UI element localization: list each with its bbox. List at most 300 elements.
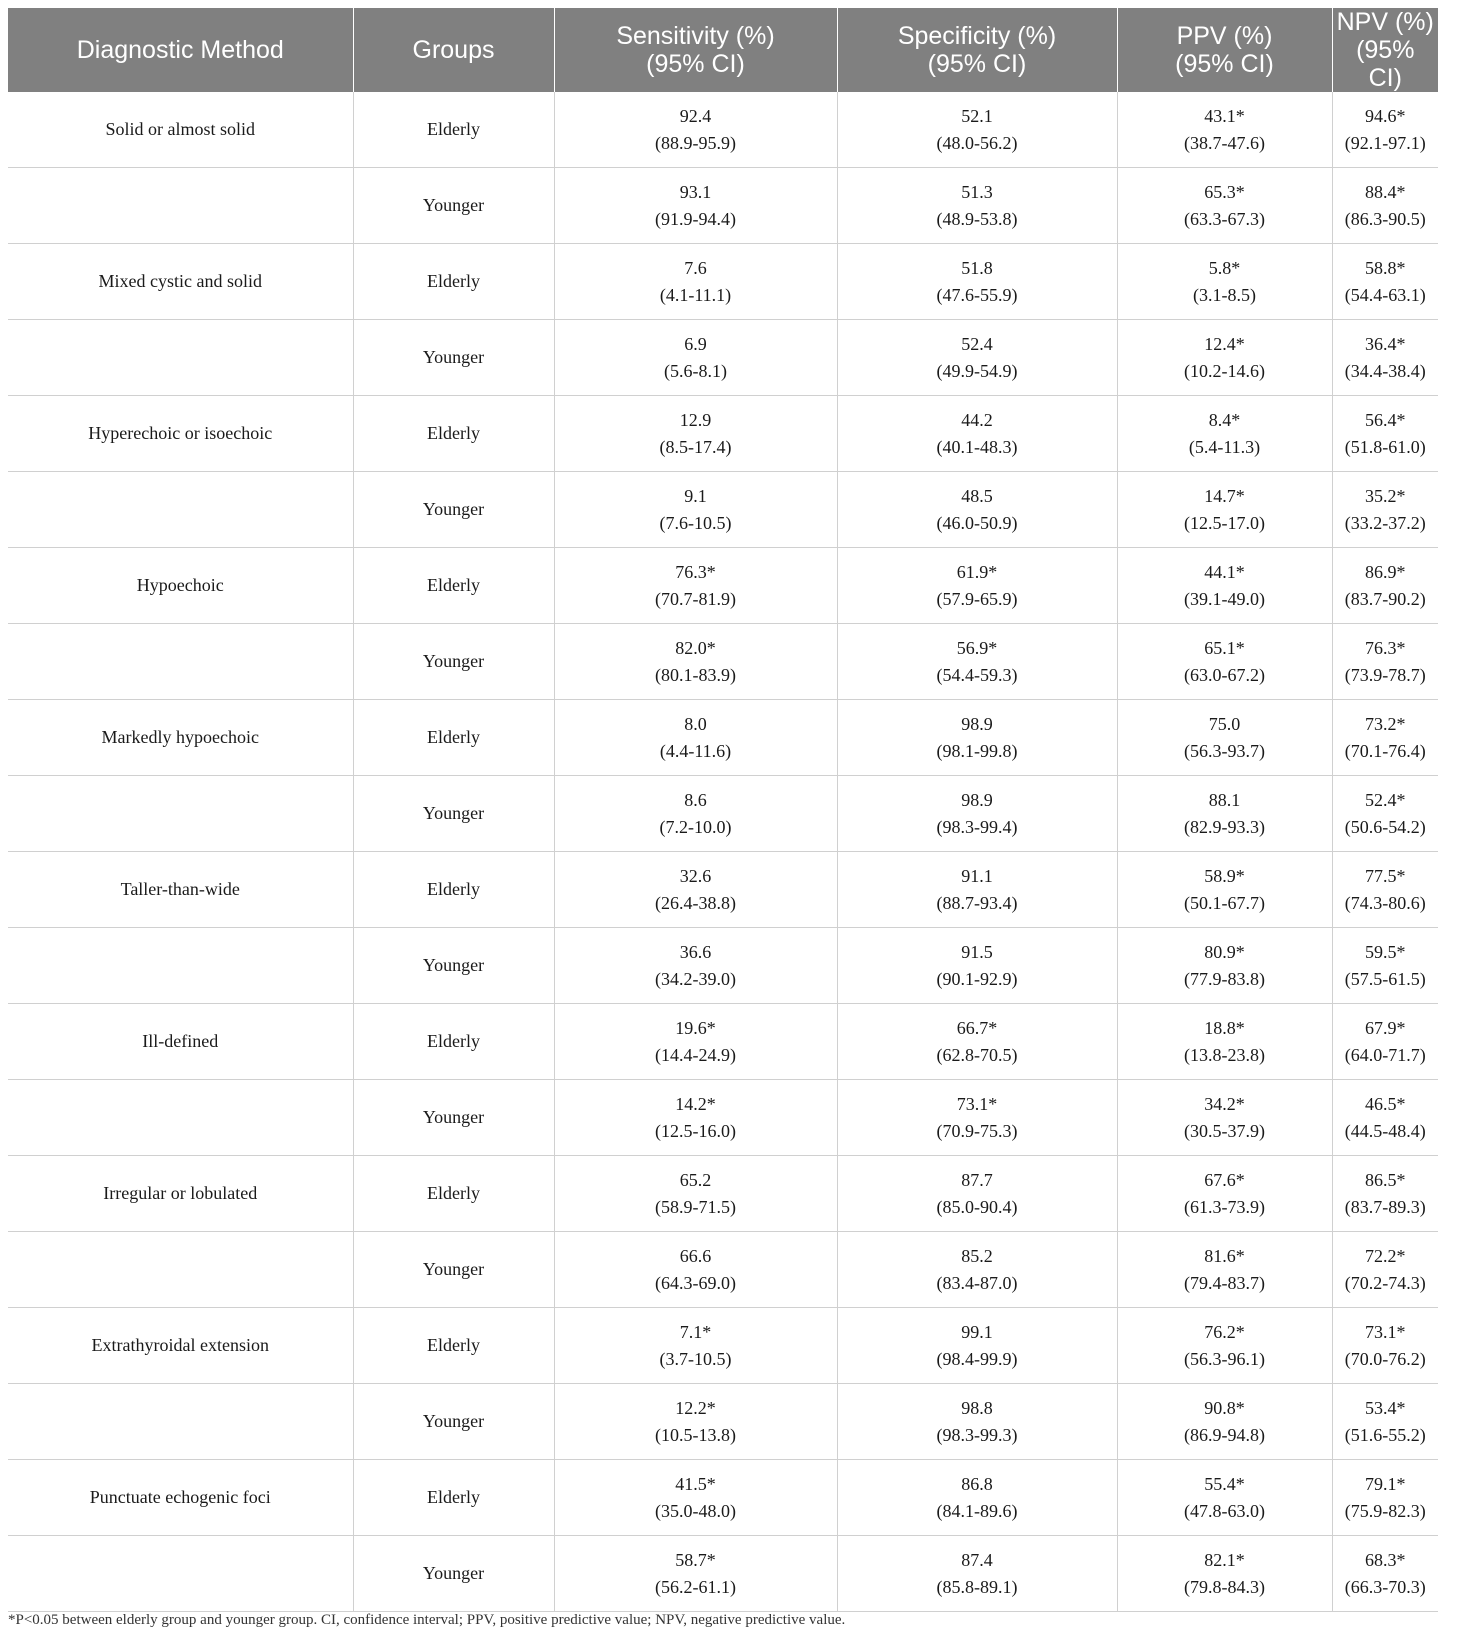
cell-confidence-interval: (84.1-89.6) (936, 1500, 1018, 1521)
cell-value: 52.1 (961, 105, 993, 126)
npv-cell (1332, 1232, 1438, 1308)
cell-value: 73.1* (1365, 1321, 1406, 1342)
cell-value: 48.5 (961, 485, 993, 506)
sensitivity-cell (554, 776, 837, 852)
group-cell: Younger (353, 776, 554, 852)
cell-value: 46.5* (1365, 1093, 1406, 1114)
cell-confidence-interval: (64.3-69.0) (655, 1272, 736, 1293)
specificity-cell (837, 1536, 1117, 1612)
cell-value: 32.6 (679, 865, 712, 886)
diagnostic-method-cell (8, 168, 353, 244)
cell-value: 99.1 (961, 1321, 993, 1342)
diagnostic-method-cell (8, 320, 353, 396)
cell-value: 67.9* (1365, 1017, 1406, 1038)
table-footnote: *P<0.05 between elderly group and younger group. CI, confidence interval; PPV, positive predictive value; NPV, negative predictive value. (8, 1612, 846, 1628)
cell-value: 58.9* (1204, 865, 1245, 886)
ppv-cell (1117, 1156, 1332, 1232)
column-header (1332, 8, 1438, 92)
sensitivity-cell (554, 548, 837, 624)
cell-value: 98.9 (961, 789, 993, 810)
npv-cell (1332, 1156, 1438, 1232)
table-row (8, 624, 1438, 700)
diagnostic-method-cell (8, 1232, 353, 1308)
cell-confidence-interval: (12.5-16.0) (655, 1120, 736, 1141)
cell-value: 75.0 (1208, 713, 1241, 734)
specificity-cell (837, 1232, 1117, 1308)
table-row (8, 776, 1438, 852)
specificity-cell (837, 852, 1117, 928)
cell-value: 41.5* (675, 1473, 716, 1494)
specificity-cell (837, 700, 1117, 776)
cell-confidence-interval: (62.8-70.5) (936, 1044, 1018, 1065)
cell-confidence-interval: (7.6-10.5) (659, 512, 732, 533)
cell-value: 34.2* (1204, 1093, 1245, 1114)
group-cell: Elderly (353, 700, 554, 776)
cell-value: 82.0* (675, 637, 716, 658)
cell-value: 86.5* (1365, 1169, 1406, 1190)
cell-confidence-interval: (86.9-94.8) (1184, 1424, 1265, 1445)
sensitivity-cell (554, 700, 837, 776)
cell-value: 55.4* (1204, 1473, 1245, 1494)
cell-value: 56.9* (956, 637, 998, 658)
cell-value: 82.1* (1204, 1549, 1245, 1570)
cell-value: 86.9* (1365, 561, 1406, 582)
cell-confidence-interval: (63.0-67.2) (1184, 664, 1265, 685)
sensitivity-cell (554, 168, 837, 244)
diagnostic-method-cell: Solid or almost solid (8, 92, 353, 168)
diagnostic-method-cell: Irregular or lobulated (8, 1156, 353, 1232)
table-row (8, 700, 1438, 776)
cell-value: 6.9 (684, 333, 707, 354)
column-header (8, 8, 353, 92)
group-cell: Younger (353, 168, 554, 244)
npv-cell (1332, 928, 1438, 1004)
cell-confidence-interval: (38.7-47.6) (1184, 132, 1265, 153)
cell-confidence-interval: (57.5-61.5) (1344, 968, 1426, 989)
diagnostic-method-cell (8, 776, 353, 852)
cell-confidence-interval: (34.4-38.4) (1344, 360, 1426, 381)
cell-value: 12.4* (1204, 333, 1245, 354)
sensitivity-cell (554, 1308, 837, 1384)
ppv-cell (1117, 1232, 1332, 1308)
cell-confidence-interval: (77.9-83.8) (1184, 968, 1265, 989)
cell-value: 94.6* (1365, 105, 1406, 126)
specificity-cell (837, 1460, 1117, 1536)
group-cell: Elderly (353, 852, 554, 928)
cell-confidence-interval: (75.9-82.3) (1344, 1500, 1426, 1521)
cell-confidence-interval: (70.1-76.4) (1344, 740, 1426, 761)
cell-value: 77.5* (1365, 865, 1406, 886)
npv-cell (1332, 548, 1438, 624)
diagnostic-method-cell (8, 1384, 353, 1460)
ppv-cell (1117, 1080, 1332, 1156)
table-row (8, 1384, 1438, 1460)
cell-confidence-interval: (40.1-48.3) (936, 436, 1018, 457)
sensitivity-cell (554, 472, 837, 548)
cell-value: 66.7* (956, 1017, 998, 1038)
cell-value: 44.1* (1204, 561, 1245, 582)
cell-value: 44.2 (961, 409, 993, 430)
npv-cell (1332, 1384, 1438, 1460)
cell-value: 98.9 (961, 713, 993, 734)
cell-confidence-interval: (85.8-89.1) (936, 1576, 1018, 1597)
sensitivity-cell (554, 1080, 837, 1156)
cell-value: 12.9 (679, 409, 712, 430)
cell-confidence-interval: (86.3-90.5) (1344, 208, 1426, 229)
sensitivity-cell (554, 1232, 837, 1308)
cell-confidence-interval: (85.0-90.4) (936, 1196, 1018, 1217)
cell-confidence-interval: (48.9-53.8) (936, 208, 1018, 229)
specificity-cell (837, 320, 1117, 396)
cell-confidence-interval: (35.0-48.0) (655, 1500, 736, 1521)
cell-value: 68.3* (1365, 1549, 1406, 1570)
column-header-label: Diagnostic Method (76, 36, 284, 64)
cell-confidence-interval: (56.3-96.1) (1184, 1348, 1265, 1369)
cell-value: 52.4* (1365, 789, 1406, 810)
cell-value: 73.1* (956, 1093, 998, 1114)
npv-cell (1332, 244, 1438, 320)
cell-confidence-interval: (88.9-95.9) (655, 132, 736, 153)
cell-value: 67.6* (1204, 1169, 1245, 1190)
cell-value: 73.2* (1365, 713, 1406, 734)
diagnostic-method-cell (8, 624, 353, 700)
cell-confidence-interval: (54.4-59.3) (936, 664, 1018, 685)
cell-confidence-interval: (54.4-63.1) (1344, 284, 1426, 305)
ppv-cell (1117, 1536, 1332, 1612)
ppv-cell (1117, 1460, 1332, 1536)
cell-value: 7.1* (679, 1321, 712, 1342)
diagnostic-performance-table (8, 8, 1438, 1612)
cell-confidence-interval: (5.4-11.3) (1188, 436, 1261, 457)
group-cell: Elderly (353, 1156, 554, 1232)
sensitivity-cell (554, 624, 837, 700)
ppv-cell (1117, 624, 1332, 700)
sensitivity-cell (554, 1536, 837, 1612)
cell-confidence-interval: (70.9-75.3) (936, 1120, 1018, 1141)
column-header-label: PPV (%) (1176, 22, 1273, 50)
table-row (8, 320, 1438, 396)
cell-confidence-interval: (48.0-56.2) (936, 132, 1018, 153)
cell-value: 88.1 (1208, 789, 1241, 810)
cell-value: 58.7* (675, 1549, 716, 1570)
ppv-cell (1117, 700, 1332, 776)
cell-value: 88.4* (1365, 181, 1406, 202)
ppv-cell (1117, 852, 1332, 928)
group-cell: Elderly (353, 244, 554, 320)
table-row (8, 1004, 1438, 1080)
table-row (8, 1460, 1438, 1536)
cell-confidence-interval: (10.5-13.8) (655, 1424, 736, 1445)
header-row (8, 8, 1438, 92)
cell-confidence-interval: (70.7-81.9) (655, 588, 736, 609)
cell-value: 7.6 (684, 257, 707, 278)
cell-value: 91.1 (961, 865, 993, 886)
specificity-cell (837, 92, 1117, 168)
cell-confidence-interval: (47.6-55.9) (936, 284, 1018, 305)
cell-value: 61.9* (956, 561, 998, 582)
cell-confidence-interval: (98.1-99.8) (936, 740, 1018, 761)
cell-confidence-interval: (14.4-24.9) (655, 1044, 736, 1065)
group-cell: Younger (353, 320, 554, 396)
cell-value: 58.8* (1365, 257, 1406, 278)
ppv-cell (1117, 320, 1332, 396)
cell-confidence-interval: (98.4-99.9) (936, 1348, 1018, 1369)
cell-confidence-interval: (79.4-83.7) (1184, 1272, 1265, 1293)
npv-cell (1332, 1536, 1438, 1612)
cell-confidence-interval: (26.4-38.8) (655, 892, 736, 913)
cell-confidence-interval: (13.8-23.8) (1184, 1044, 1265, 1065)
group-cell: Elderly (353, 1004, 554, 1080)
table-row (8, 1232, 1438, 1308)
npv-cell (1332, 1460, 1438, 1536)
table-row (8, 1308, 1438, 1384)
cell-value: 5.8* (1208, 257, 1241, 278)
cell-confidence-interval: (30.5-37.9) (1184, 1120, 1265, 1141)
diagnostic-method-cell: Ill-defined (8, 1004, 353, 1080)
ppv-cell (1117, 168, 1332, 244)
cell-value: 76.3* (675, 561, 716, 582)
cell-confidence-interval: (44.5-48.4) (1344, 1120, 1426, 1141)
group-cell: Elderly (353, 92, 554, 168)
cell-value: 18.8* (1204, 1017, 1245, 1038)
specificity-cell (837, 928, 1117, 1004)
table-row (8, 1536, 1438, 1612)
diagnostic-method-cell: Hypoechoic (8, 548, 353, 624)
cell-value: 51.3 (961, 181, 993, 202)
cell-value: 59.5* (1365, 941, 1406, 962)
cell-value: 36.6 (679, 941, 712, 962)
cell-confidence-interval: (83.4-87.0) (936, 1272, 1018, 1293)
specificity-cell (837, 776, 1117, 852)
group-cell: Younger (353, 1080, 554, 1156)
cell-value: 86.8 (961, 1473, 993, 1494)
column-header-label: Sensitivity (%) (616, 22, 775, 50)
cell-value: 35.2* (1365, 485, 1406, 506)
npv-cell (1332, 624, 1438, 700)
cell-value: 8.4* (1208, 409, 1241, 430)
cell-confidence-interval: (57.9-65.9) (936, 588, 1018, 609)
diagnostic-method-cell: Extrathyroidal extension (8, 1308, 353, 1384)
cell-confidence-interval: (74.3-80.6) (1344, 892, 1426, 913)
column-header-sublabel: (95% CI) (927, 50, 1027, 78)
diagnostic-method-cell (8, 928, 353, 1004)
column-header-label: Specificity (%) (897, 22, 1057, 50)
table-row (8, 92, 1438, 168)
sensitivity-cell (554, 244, 837, 320)
npv-cell (1332, 320, 1438, 396)
diagnostic-method-cell: Hyperechoic or isoechoic (8, 396, 353, 472)
cell-value: 76.3* (1365, 637, 1406, 658)
cell-confidence-interval: (83.7-90.2) (1344, 588, 1426, 609)
cell-confidence-interval: (56.2-61.1) (655, 1576, 736, 1597)
group-cell: Younger (353, 1536, 554, 1612)
cell-confidence-interval: (92.1-97.1) (1344, 132, 1426, 153)
group-cell: Elderly (353, 1460, 554, 1536)
cell-value: 8.6 (684, 789, 707, 810)
cell-value: 14.7* (1204, 485, 1245, 506)
specificity-cell (837, 168, 1117, 244)
cell-confidence-interval: (39.1-49.0) (1184, 588, 1265, 609)
cell-confidence-interval: (49.9-54.9) (936, 360, 1018, 381)
cell-confidence-interval: (70.0-76.2) (1344, 1348, 1426, 1369)
table-row (8, 472, 1438, 548)
cell-confidence-interval: (79.8-84.3) (1184, 1576, 1265, 1597)
cell-confidence-interval: (12.5-17.0) (1184, 512, 1265, 533)
cell-value: 14.2* (675, 1093, 716, 1114)
table-row (8, 1080, 1438, 1156)
ppv-cell (1117, 396, 1332, 472)
sensitivity-cell (554, 396, 837, 472)
sensitivity-cell (554, 852, 837, 928)
cell-confidence-interval: (58.9-71.5) (655, 1196, 736, 1217)
cell-value: 98.8 (961, 1397, 993, 1418)
sensitivity-cell (554, 1004, 837, 1080)
column-header (353, 8, 554, 92)
sensitivity-cell (554, 1156, 837, 1232)
group-cell: Younger (353, 472, 554, 548)
cell-confidence-interval: (83.7-89.3) (1344, 1196, 1426, 1217)
group-cell: Younger (353, 1232, 554, 1308)
ppv-cell (1117, 244, 1332, 320)
cell-confidence-interval: (91.9-94.4) (655, 208, 736, 229)
npv-cell (1332, 1080, 1438, 1156)
cell-value: 66.6 (679, 1245, 712, 1266)
ppv-cell (1117, 776, 1332, 852)
npv-cell (1332, 1308, 1438, 1384)
cell-value: 19.6* (675, 1017, 716, 1038)
cell-confidence-interval: (66.3-70.3) (1344, 1576, 1426, 1597)
cell-value: 52.4 (961, 333, 993, 354)
column-header-label: Groups (412, 36, 495, 64)
sensitivity-cell (554, 92, 837, 168)
specificity-cell (837, 396, 1117, 472)
table-header (8, 8, 1438, 92)
table-container (8, 8, 1438, 1612)
cell-confidence-interval: (73.9-78.7) (1344, 664, 1426, 685)
npv-cell (1332, 776, 1438, 852)
npv-cell (1332, 396, 1438, 472)
sensitivity-cell (554, 1460, 837, 1536)
column-header-sublabel: (95% CI) (1356, 36, 1415, 92)
cell-value: 81.6* (1204, 1245, 1245, 1266)
cell-value: 65.3* (1204, 181, 1245, 202)
cell-confidence-interval: (50.6-54.2) (1344, 816, 1426, 837)
diagnostic-method-cell (8, 1536, 353, 1612)
specificity-cell (837, 1308, 1117, 1384)
specificity-cell (837, 1080, 1117, 1156)
diagnostic-method-cell (8, 1080, 353, 1156)
cell-confidence-interval: (51.6-55.2) (1344, 1424, 1426, 1445)
cell-confidence-interval: (88.7-93.4) (936, 892, 1018, 913)
specificity-cell (837, 1156, 1117, 1232)
ppv-cell (1117, 1004, 1332, 1080)
specificity-cell (837, 548, 1117, 624)
cell-confidence-interval: (4.4-11.6) (659, 740, 732, 761)
npv-cell (1332, 1004, 1438, 1080)
cell-value: 9.1 (684, 485, 707, 506)
cell-confidence-interval: (4.1-11.1) (659, 284, 732, 305)
cell-confidence-interval: (33.2-37.2) (1344, 512, 1426, 533)
column-header-label: NPV (%) (1336, 8, 1434, 36)
cell-value: 36.4* (1365, 333, 1406, 354)
ppv-cell (1117, 548, 1332, 624)
cell-confidence-interval: (50.1-67.7) (1184, 892, 1265, 913)
table-row (8, 244, 1438, 320)
ppv-cell (1117, 1384, 1332, 1460)
diagnostic-method-cell: Mixed cystic and solid (8, 244, 353, 320)
cell-value: 93.1 (679, 181, 712, 202)
cell-confidence-interval: (80.1-83.9) (655, 664, 736, 685)
cell-confidence-interval: (3.7-10.5) (659, 1348, 732, 1369)
cell-value: 53.4* (1365, 1397, 1406, 1418)
column-header-sublabel: (95% CI) (1175, 50, 1274, 78)
group-cell: Elderly (353, 1308, 554, 1384)
npv-cell (1332, 472, 1438, 548)
column-header (1117, 8, 1332, 92)
cell-confidence-interval: (5.6-8.1) (664, 360, 727, 381)
specificity-cell (837, 244, 1117, 320)
cell-value: 91.5 (961, 941, 993, 962)
table-row (8, 548, 1438, 624)
cell-value: 72.2* (1365, 1245, 1406, 1266)
npv-cell (1332, 168, 1438, 244)
npv-cell (1332, 852, 1438, 928)
cell-value: 8.0 (684, 713, 707, 734)
cell-value: 79.1* (1365, 1473, 1406, 1494)
cell-value: 65.2 (679, 1169, 712, 1190)
table-row (8, 1156, 1438, 1232)
cell-confidence-interval: (47.8-63.0) (1184, 1500, 1265, 1521)
cell-confidence-interval: (56.3-93.7) (1184, 740, 1265, 761)
cell-value: 80.9* (1204, 941, 1245, 962)
cell-confidence-interval: (3.1-8.5) (1193, 284, 1256, 305)
npv-cell (1332, 700, 1438, 776)
column-header (554, 8, 837, 92)
cell-confidence-interval: (10.2-14.6) (1184, 360, 1265, 381)
cell-confidence-interval: (7.2-10.0) (659, 816, 732, 837)
cell-confidence-interval: (64.0-71.7) (1344, 1044, 1426, 1065)
sensitivity-cell (554, 320, 837, 396)
cell-confidence-interval: (34.2-39.0) (655, 968, 736, 989)
npv-cell (1332, 92, 1438, 168)
sensitivity-cell (554, 1384, 837, 1460)
ppv-cell (1117, 928, 1332, 1004)
cell-value: 65.1* (1204, 637, 1245, 658)
specificity-cell (837, 624, 1117, 700)
table-row (8, 396, 1438, 472)
cell-value: 51.8 (961, 257, 993, 278)
cell-value: 76.2* (1204, 1321, 1245, 1342)
cell-value: 92.4 (679, 105, 712, 126)
cell-value: 12.2* (675, 1397, 716, 1418)
cell-confidence-interval: (90.1-92.9) (936, 968, 1018, 989)
specificity-cell (837, 1004, 1117, 1080)
ppv-cell (1117, 1308, 1332, 1384)
diagnostic-method-cell: Markedly hypoechoic (8, 700, 353, 776)
cell-value: 56.4* (1365, 409, 1406, 430)
table-row (8, 928, 1438, 1004)
cell-confidence-interval: (46.0-50.9) (936, 512, 1018, 533)
cell-confidence-interval: (70.2-74.3) (1344, 1272, 1426, 1293)
group-cell: Younger (353, 1384, 554, 1460)
cell-value: 87.4 (961, 1549, 993, 1570)
cell-confidence-interval: (63.3-67.3) (1184, 208, 1265, 229)
ppv-cell (1117, 92, 1332, 168)
cell-value: 85.2 (961, 1245, 993, 1266)
specificity-cell (837, 1384, 1117, 1460)
group-cell: Elderly (353, 548, 554, 624)
cell-confidence-interval: (98.3-99.4) (936, 816, 1018, 837)
